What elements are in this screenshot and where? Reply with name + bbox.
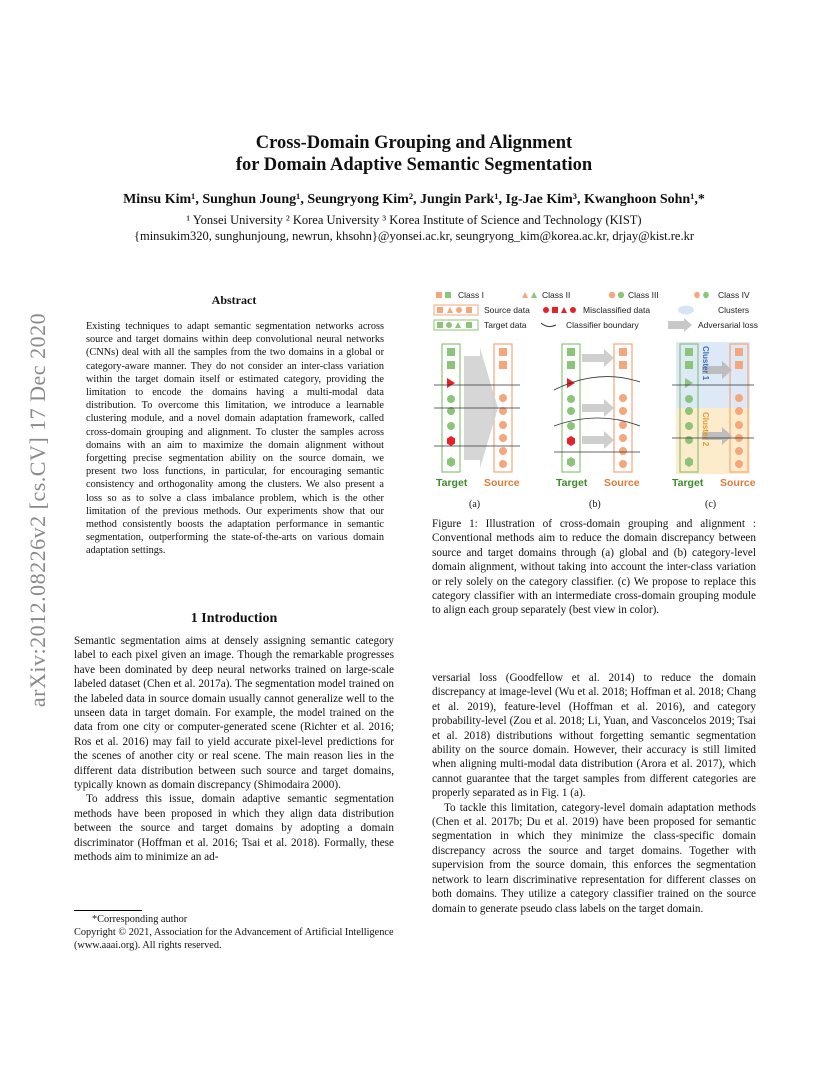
a-s-sq1	[499, 348, 507, 356]
title-line-2: for Domain Adaptive Semantic Segmentation	[235, 155, 593, 175]
legend-class2-target-marker	[531, 292, 537, 298]
figure-1-caption: Figure 1: Illustration of cross-domain grouping and alignment : Conventional methods aim to reduce the domain discrepancy between source and target domains through (a) global and (b) category-level domain alignment, without taking into account the inter-class variation or rely solely on the category classifier. (c) We propose to replace this category classifier with an intermediate cross-domain grouping module to align each group separately (best view in color).	[432, 518, 756, 617]
legend-target-square2	[466, 322, 472, 328]
panel-b-target-label: Target	[556, 477, 588, 489]
legend-class4-source-marker	[694, 292, 700, 298]
c-s-c3	[735, 421, 743, 429]
legend-misclassified: Misclassified data	[583, 305, 651, 315]
legend-adversarial-loss: Adversarial loss	[698, 320, 758, 330]
b-t-hex	[567, 457, 575, 467]
panel-a	[434, 344, 520, 510]
b-curve1	[554, 377, 640, 390]
b-s-c1	[619, 394, 627, 402]
affiliations: ¹ Yonsei University ² Korea University ³ Korea Institute of Science and Technology (KIST)	[186, 213, 642, 227]
legend-class4: Class IV	[718, 290, 750, 300]
paper-title	[0, 132, 828, 176]
legend-class3: Class III	[628, 290, 659, 300]
legend-target-circle	[446, 322, 452, 328]
intro-paragraph-2: To address this issue, domain adaptive semantic segmentation methods have been proposed in which they align data distribution between the source and target domains by adopting a domain discriminator (Hoffman et al. 2016; Tsai et al. 2018). Formally, these methods aim to minimize an ad-	[74, 793, 394, 864]
b-t-hex-mis	[567, 436, 575, 446]
b-t-sq2	[567, 361, 575, 369]
legend-source-data: Source data	[484, 305, 530, 315]
b-t-c1	[567, 395, 575, 403]
b-t-c3	[567, 422, 575, 430]
panel-c	[672, 342, 756, 510]
cluster-1-label: Cluster 1	[701, 346, 710, 381]
a-t-hex	[447, 457, 455, 467]
legend-target-triangle	[455, 322, 461, 328]
intro-paragraph-1: Semantic segmentation aims at densely assigning semantic category label to each pixel given an image. Though the remarkable progresses have been dominated by deep neural networks trained on large-scale labeled dataset (Chen et al. 2017a). The segmentation model trained on the labeled data in source domain usually cannot generalize well to the unseen data in target domain. For example, the model trained on the data from one city or computer-generated scene (Richter et al. 2016; Ros et al. 2016) may fail to yield accurate pixel-level predictions for the scenes of another city or real scene. The main reason lies in the different data distribution between such source and target domains, typically known as domain discrepancy (Shimodaira 2000).	[74, 635, 394, 792]
c-s-c2	[735, 407, 743, 415]
legend-adv-arrow	[668, 318, 692, 332]
legend-class1-target-marker	[445, 292, 451, 298]
abstract-heading: Abstract	[211, 293, 257, 307]
legend-class4-target-marker	[703, 292, 709, 298]
c-t-c3	[685, 422, 693, 430]
b-t-c2	[567, 407, 575, 415]
a-t-hex-mis	[447, 436, 455, 446]
b-arrow2	[582, 399, 614, 417]
subfig-c-label: (c)	[705, 499, 717, 510]
legend	[434, 290, 758, 332]
legend-class3-target-marker	[618, 292, 624, 298]
section-heading-introduction: 1 Introduction	[190, 611, 278, 626]
legend-misclassified-circle2	[570, 307, 576, 313]
arxiv-id: arXiv:2012.08226v2 [cs.CV] 17 Dec 2020	[25, 312, 50, 708]
legend-class1: Class I	[458, 290, 484, 300]
c-t-c4	[685, 436, 693, 444]
b-s-c3	[619, 421, 627, 429]
a-t-c3	[447, 422, 455, 430]
legend-target-data: Target data	[484, 320, 527, 330]
b-s-sq2	[619, 361, 627, 369]
arxiv-sidebar	[20, 280, 56, 740]
a-t-sq2	[447, 361, 455, 369]
legend-cluster-marker	[678, 306, 694, 315]
copyright-note: Copyright © 2021, Association for the Advancement of Artificial Intelligence (www.aaai.org). All rights reserved.	[74, 927, 394, 951]
c-t-sq2	[685, 361, 693, 369]
a-s-c3	[499, 421, 507, 429]
b-s-c5	[619, 447, 627, 455]
subfig-a-label: (a)	[469, 499, 481, 510]
legend-classifier-boundary: Classifier boundary	[566, 320, 639, 330]
right-column-body	[432, 671, 756, 916]
legend-target-square	[437, 322, 443, 328]
b-s-c2	[619, 407, 627, 415]
right-paragraph-2: To tackle this limitation, category-level domain adaptation methods (Chen et al. 2017b; Du et al. 2019) have been proposed for semantic segmentation in which they minimize the class-specific domain discrepancy across the source and target domains. Together with supervision from the source domain, this enforces the segmentation network to learn discriminative representation for different classes on both domains. They utilize a category classifier trained on the source domain to generate pseudo class labels on the target domain.	[432, 801, 756, 915]
b-arrow1	[582, 349, 614, 367]
a-s-c6	[499, 460, 507, 468]
panel-a-source-label: Source	[484, 477, 520, 489]
c-s-sq2	[735, 361, 743, 369]
panel-b	[554, 344, 640, 510]
author-list: Minsu Kim¹, Sunghun Joung¹, Seungryong Kim², Jungin Park¹, Ig-Jae Kim³, Kwanghoon Sohn¹,*	[123, 192, 705, 207]
emails: {minsukim320, sunghunjoung, newrun, khsohn}@yonsei.ac.kr, seungryong_kim@korea.ac.kr, drjay@kist.re.kr	[133, 229, 695, 243]
c-t-c1	[685, 395, 693, 403]
legend-source-square	[437, 307, 443, 313]
a-t-tri-mis	[447, 378, 455, 388]
c-s-sq1	[735, 348, 743, 356]
right-paragraph-1: versarial loss (Goodfellow et al. 2014) to reduce the domain discrepancy at image-level (Wu et al. 2018; Hoffman et al. 2018; Chang et al. 2019), feature-level (Hoffman et al. 2016), and category probability-level (Zou et al. 2018; Li, Yuan, and Vasconcelos 2019; Tsai et al. 2018) distributions without forgetting semantic segmentation ability on the source domain. However, their accuracy is still limited when aligning multi-modal data distribution (Arora et al. 2017), which cannot guarantee that the target samples from different categories are properly separated as in Fig. 1 (a).	[432, 672, 756, 800]
b-curve2	[554, 418, 640, 426]
footnote-rule	[74, 910, 142, 911]
legend-class2: Class II	[542, 290, 571, 300]
legend-class1-source-marker	[436, 292, 442, 298]
subfig-b-label: (b)	[589, 499, 601, 510]
b-t-sq1	[567, 348, 575, 356]
b-s-c4	[619, 434, 627, 442]
c-s-c6	[735, 460, 743, 468]
c-s-c1	[735, 394, 743, 402]
footnote-block	[74, 913, 394, 952]
cluster-2-label: Cluster 2	[701, 412, 710, 447]
legend-source-triangle	[447, 307, 453, 313]
a-s-c1	[499, 394, 507, 402]
legend-clusters: Clusters	[718, 305, 750, 315]
c-s-c5	[735, 447, 743, 455]
legend-class2-source-marker	[522, 292, 528, 298]
panel-b-source-label: Source	[604, 477, 640, 489]
figure-1	[428, 286, 760, 512]
affiliation-block	[0, 212, 828, 244]
legend-source-circle	[456, 307, 462, 313]
c-t-sq1	[685, 348, 693, 356]
a-s-sq2	[499, 361, 507, 369]
legend-misclassified-square	[552, 307, 558, 313]
b-s-sq1	[619, 348, 627, 356]
b-s-c6	[619, 460, 627, 468]
legend-misclassified-triangle	[561, 307, 567, 313]
a-s-c5	[499, 447, 507, 455]
a-t-c1	[447, 395, 455, 403]
legend-class3-source-marker	[609, 292, 615, 298]
panel-c-source-label: Source	[720, 477, 756, 489]
corresponding-author-note: *Corresponding author	[92, 914, 188, 925]
abstract-text: Existing techniques to adapt semantic segmentation networks across source and target domains within deep convolutional neural networks (CNNs) deal with all the samples from the two domains in a global or category-aware manner. They do not consider an inter-class variation within the target domain itself or estimated category, providing the limitation to encode the domains having a multi-modal data distribution. To overcome this limitation, we introduce a learnable clustering module, and a novel domain adaptation framework, called cross-domain grouping and alignment. To cluster the samples across domains with an aim to maximize the domain alignment without forgetting precise segmentation ability on the source domain, we present two loss functions, in particular, for encouraging semantic consistency and orthogonality among the clusters. We also present a loss so as to solve a class imbalance problem, which is the other limitation of the previous methods. Our experiments show that our method consistently boosts the adaptation performance in semantic segmentation, outperforming the state-of-the-arts on various domain adaptation settings.	[86, 321, 384, 557]
title-line-1: Cross-Domain Grouping and Alignment	[255, 133, 573, 153]
intro-body	[74, 634, 394, 865]
panel-a-target-label: Target	[436, 477, 468, 489]
panel-c-target-label: Target	[672, 477, 704, 489]
a-t-sq1	[447, 348, 455, 356]
c-t-c2	[685, 407, 693, 415]
a-s-c4	[499, 434, 507, 442]
legend-source-square2	[466, 307, 472, 313]
legend-boundary-line	[541, 323, 556, 327]
b-arrow3	[582, 431, 614, 449]
legend-misclassified-circle	[543, 307, 549, 313]
